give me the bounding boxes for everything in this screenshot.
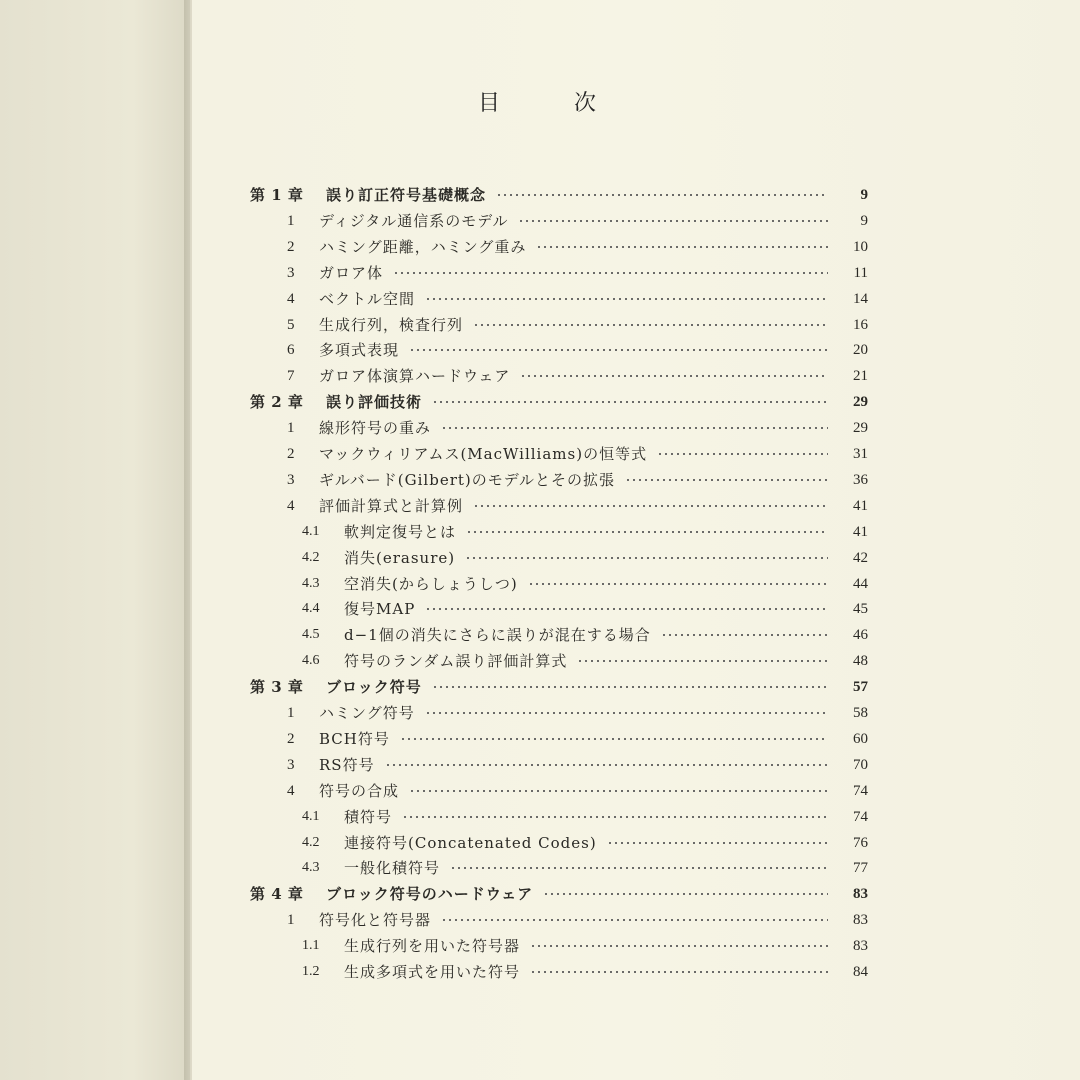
toc-entry-title: ハミング符号 [319, 704, 415, 722]
toc-sub-entry [302, 519, 868, 545]
dot-leader [432, 686, 828, 688]
dot-leader [409, 790, 828, 792]
toc-section-entry [287, 234, 868, 260]
toc-sub-entry [302, 596, 868, 622]
toc-entry-title: 積符号 [344, 807, 393, 826]
toc-entry-number: 4.3 [302, 860, 320, 876]
toc-entry-number: 1 [287, 212, 295, 229]
toc-sub-entry [302, 545, 868, 571]
toc-entry-title: 多項式表現 [319, 341, 400, 360]
toc-entry-title: 軟判定復号とは [344, 522, 457, 541]
toc-entry-title: 評価計算式と計算例 [319, 496, 464, 515]
page-title: 目 次 [477, 91, 622, 116]
toc-entry-number: 3 [287, 471, 295, 488]
toc-entry-number: 4.3 [302, 575, 320, 591]
toc-entry-title: 生成行列を用いた符号器 [344, 937, 521, 956]
toc-entry-title: 連接符号(Concatenated Codes) [344, 833, 597, 852]
dot-leader [409, 349, 828, 351]
toc-entry-number: 3 [287, 756, 295, 773]
toc-entry-number: 4.2 [302, 834, 320, 850]
toc-page-number: 36 [853, 471, 868, 488]
dot-leader [450, 867, 828, 869]
toc-entry-title: 線形符号の重み [319, 419, 432, 438]
toc-entry-number: 2 [287, 446, 295, 462]
dot-leader [657, 453, 828, 455]
toc-entry-title: 誤り訂正符号基礎概念 [326, 186, 487, 204]
dot-leader [543, 893, 828, 895]
toc-section-entry [287, 312, 868, 338]
dot-leader [393, 272, 828, 274]
dot-leader [530, 971, 828, 973]
toc-entry-number: 4.1 [302, 808, 320, 824]
toc-page-number: 10 [853, 238, 868, 255]
toc-entry-title: 復号MAP [344, 600, 416, 619]
toc-entry-title: ベクトル空間 [319, 289, 416, 308]
dot-leader [473, 324, 828, 326]
dot-leader [518, 220, 828, 222]
toc-chapter-entry [250, 182, 868, 208]
toc-entry-title: ガロア体演算ハードウェア [319, 367, 511, 386]
toc-entry-title: ギルバード(Gilbert)のモデルとその拡張 [319, 470, 616, 489]
toc-entry-number: 4 [287, 497, 295, 514]
toc-entry-title: 符号化と符号器 [319, 911, 432, 930]
dot-leader [432, 401, 828, 403]
dot-leader [425, 608, 828, 610]
toc-page-number: 21 [853, 368, 868, 385]
toc-entry-title: ガロア体 [319, 263, 384, 282]
toc-sub-entry [302, 571, 868, 597]
dot-leader [466, 531, 828, 533]
toc-page-number: 9 [860, 212, 868, 229]
toc-page-number: 60 [853, 730, 868, 747]
dot-leader [528, 583, 828, 585]
toc-entry-number: 1 [287, 420, 295, 437]
toc-page-number: 9 [860, 187, 868, 203]
dot-leader [402, 816, 828, 818]
toc-entry-title: BCH符号 [319, 729, 390, 748]
toc-page-number: 46 [853, 627, 868, 644]
toc-entry-number: 第 2 章 [250, 393, 304, 412]
toc-entry-number: 1 [287, 705, 295, 721]
dot-leader [536, 246, 828, 248]
toc-entry-title: 符号のランダム誤り評価計算式 [344, 652, 568, 671]
dot-leader [530, 945, 828, 947]
toc-entry-number: 第 1 章 [250, 186, 304, 204]
toc-section-entry [287, 700, 868, 726]
toc-sub-entry [302, 648, 868, 674]
toc-page-number: 44 [853, 575, 868, 592]
toc-sub-entry [302, 622, 868, 648]
dot-leader [425, 712, 828, 714]
toc-page-number: 70 [853, 756, 868, 773]
dot-leader [520, 375, 828, 377]
toc-entry-number: 1 [287, 912, 295, 929]
toc-entry-number: 2 [287, 730, 295, 747]
toc-section-entry [287, 260, 868, 286]
toc-section-entry [287, 441, 868, 467]
toc-page-number: 14 [853, 290, 868, 307]
toc-entry-title: d−1個の消失にさらに誤りが混在する場合 [344, 626, 651, 645]
toc-entry-number: 6 [287, 342, 295, 359]
toc-section-entry [287, 726, 868, 752]
toc-sub-entry [302, 959, 868, 985]
toc-entry-number: 第 4 章 [250, 885, 304, 904]
toc-entry-title: ハミング距離，ハミング重み [319, 237, 527, 256]
toc-page-number: 74 [853, 782, 868, 799]
dot-leader [441, 427, 828, 429]
toc-entry-title: ディジタル通信系のモデル [319, 211, 509, 230]
toc-page-number: 84 [853, 964, 868, 980]
toc-entry-number: 7 [287, 368, 295, 385]
toc-sub-entry [302, 830, 868, 856]
toc-entry-title: 生成行列，検査行列 [319, 315, 464, 334]
dot-leader [607, 842, 828, 844]
toc-page-number: 29 [853, 420, 868, 437]
toc-page-number: 77 [853, 860, 868, 877]
toc-section-entry [287, 778, 868, 804]
toc-entry-title: ブロック符号のハードウェア [326, 885, 534, 904]
toc-page-number: 20 [853, 342, 868, 359]
toc-entry-number: 4.5 [302, 627, 320, 643]
toc-chapter-entry [250, 389, 868, 415]
toc-page-number: 16 [853, 316, 868, 333]
toc-page-number: 45 [853, 601, 868, 618]
toc-entry-title: 空消失(からしょうしつ) [344, 574, 518, 593]
toc-entry-title: 誤り評価技術 [326, 393, 423, 412]
toc-section-entry [287, 493, 868, 519]
toc-entry-number: 第 3 章 [250, 678, 304, 697]
toc-page-number: 76 [853, 834, 868, 851]
dot-leader [465, 557, 828, 559]
dot-leader [425, 298, 828, 300]
toc-entry-title: 消失(erasure) [344, 548, 456, 567]
toc-section-entry [287, 752, 868, 778]
toc-chapter-entry [250, 881, 868, 907]
toc-entry-title: 一般化積符号 [344, 859, 441, 878]
toc-section-entry [287, 467, 868, 493]
toc-entry-title: RS符号 [319, 755, 375, 774]
toc-page-number: 41 [853, 497, 868, 514]
toc-page-number: 83 [853, 938, 868, 955]
toc-entry-number: 2 [287, 238, 295, 255]
toc-page-number: 31 [853, 446, 868, 462]
dot-leader [496, 194, 828, 196]
toc-entry-number: 4.1 [302, 523, 320, 539]
toc-section-entry [287, 337, 868, 363]
toc-entry-title: マックウィリアムス(MacWilliams)の恒等式 [319, 445, 648, 463]
toc-entry-number: 4 [287, 782, 295, 799]
toc-entry-number: 1.1 [302, 938, 320, 954]
toc-page-number: 57 [853, 679, 868, 696]
dot-leader [400, 738, 828, 740]
dot-leader [385, 764, 828, 766]
toc-page-number: 83 [853, 912, 868, 929]
toc-section-entry [287, 415, 868, 441]
toc-entry-number: 1.2 [302, 964, 320, 979]
toc-section-entry [287, 286, 868, 312]
dot-leader [661, 634, 828, 636]
toc-sub-entry [302, 855, 868, 881]
dot-leader [473, 505, 828, 507]
toc-entry-number: 4.2 [302, 549, 320, 565]
toc-entry-title: 符号の合成 [319, 781, 400, 800]
toc-sub-entry [302, 804, 868, 830]
toc-entry-number: 4.6 [302, 653, 320, 669]
toc-page-number: 29 [853, 394, 868, 411]
toc-page-number: 48 [853, 653, 868, 670]
toc-entry-number: 4 [287, 290, 295, 307]
toc-page-number: 83 [853, 886, 868, 903]
toc-page-number: 11 [853, 264, 868, 281]
toc-page-number: 74 [853, 808, 868, 825]
toc-entry-number: 4.4 [302, 601, 320, 617]
toc-page-number: 58 [853, 705, 868, 721]
toc-page-number: 42 [853, 549, 868, 566]
toc-section-entry [287, 208, 868, 234]
toc-entry-number: 3 [287, 264, 295, 281]
toc-entry-title: ブロック符号 [326, 678, 422, 697]
toc-section-entry [287, 907, 868, 933]
toc-page-number: 41 [853, 523, 868, 540]
dot-leader [577, 660, 828, 662]
toc-entry-title: 生成多項式を用いた符号 [344, 963, 521, 981]
toc-chapter-entry [250, 674, 868, 700]
dot-leader [441, 919, 828, 921]
toc-entry-number: 5 [287, 316, 295, 333]
dot-leader [625, 479, 828, 481]
toc-section-entry [287, 363, 868, 389]
toc-sub-entry [302, 933, 868, 959]
